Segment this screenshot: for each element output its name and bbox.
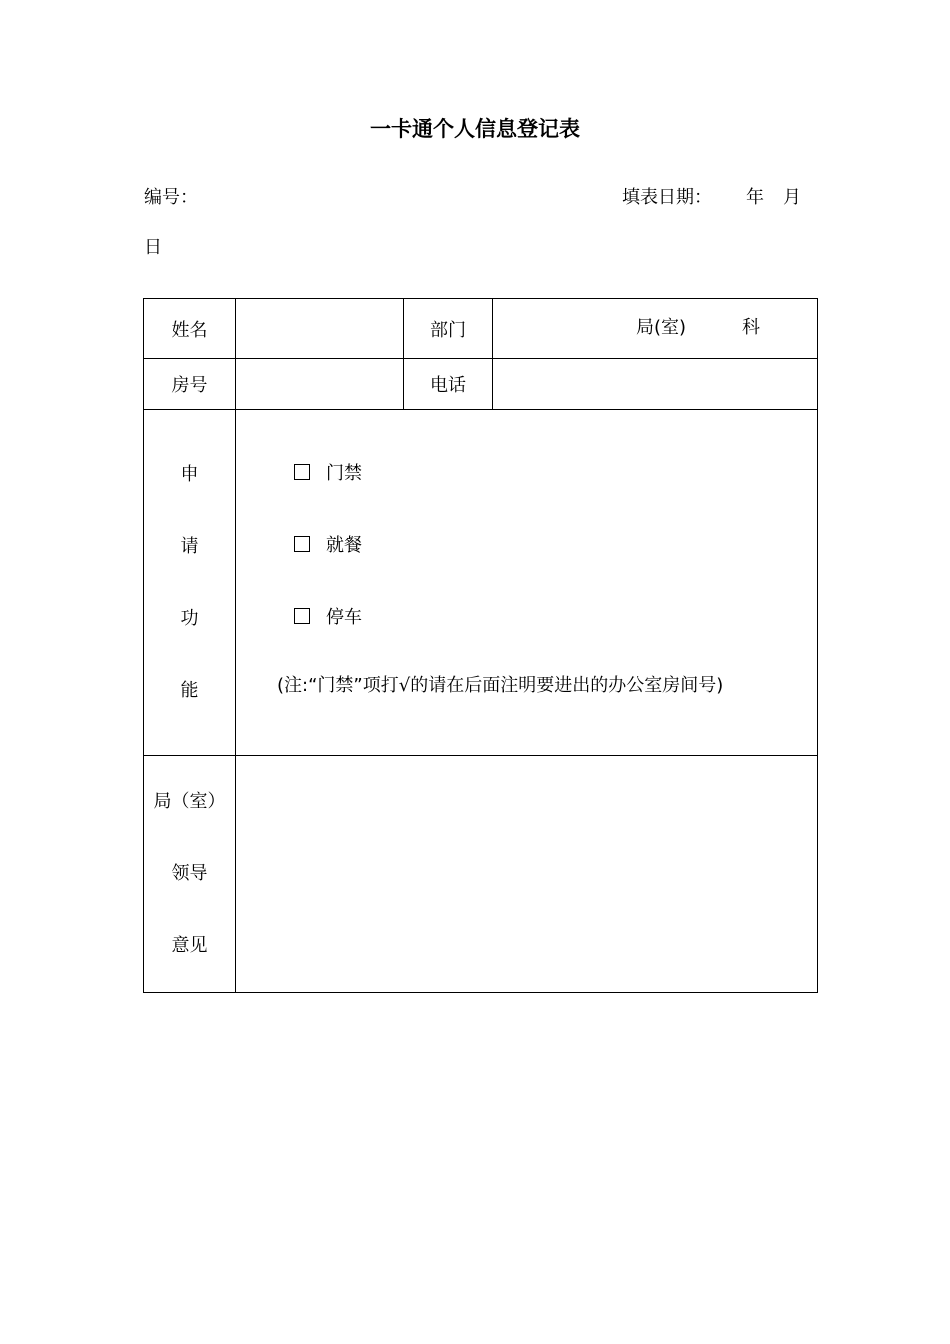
phone-field[interactable] (493, 359, 818, 410)
checkbox-parking[interactable] (294, 608, 310, 624)
department-field[interactable] (493, 299, 818, 359)
room-label: 房号 (144, 359, 236, 410)
function-label-char: 功 (180, 607, 199, 629)
fill-date-label: 填表日期： (622, 187, 712, 208)
leader-opinion-label-line: 意见 (171, 935, 208, 956)
function-label (144, 410, 236, 756)
leader-opinion-label-line: 局（室） (153, 791, 226, 812)
name-field[interactable] (236, 299, 404, 359)
function-label-char: 请 (180, 535, 199, 557)
registration-form-table (143, 298, 818, 993)
room-field[interactable] (236, 359, 404, 410)
department-bureau-label: 局(室) (636, 317, 687, 338)
checkbox-access-control[interactable] (294, 464, 310, 480)
fill-date-day: 日 (144, 237, 162, 258)
leader-opinion-label-line: 领导 (171, 863, 208, 884)
checkbox-dining[interactable] (294, 536, 310, 552)
leader-opinion-label (144, 756, 236, 993)
leader-opinion-field[interactable] (236, 756, 818, 993)
fill-date-month: 月 (783, 187, 801, 208)
option-dining[interactable] (294, 532, 362, 560)
function-label-char: 申 (180, 463, 199, 485)
function-label-char: 能 (180, 679, 199, 701)
function-options-cell (236, 410, 818, 756)
page-title: 一卡通个人信息登记表 (370, 117, 580, 141)
option-parking[interactable] (294, 604, 362, 632)
fill-date-year: 年 (746, 187, 764, 208)
department-section-label: 科 (742, 317, 760, 338)
serial-number-label: 编号： (144, 187, 198, 208)
option-label: 就餐 (326, 535, 362, 556)
fill-date (622, 184, 801, 212)
phone-label: 电话 (404, 359, 493, 410)
access-control-note: (注:“门禁”项打√的请在后面注明要进出的办公室房间号) (277, 675, 724, 696)
department-label: 部门 (404, 299, 493, 359)
option-access-control[interactable] (294, 460, 362, 488)
option-label: 停车 (326, 607, 362, 628)
name-label: 姓名 (144, 299, 236, 359)
option-label: 门禁 (326, 463, 362, 484)
